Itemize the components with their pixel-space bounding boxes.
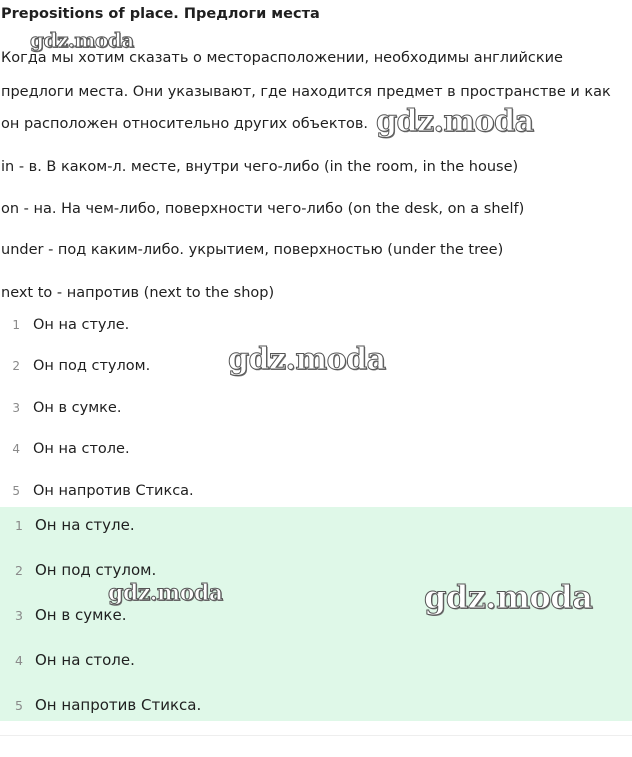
answer-number: 5 <box>15 697 23 713</box>
rule-in: in - в. В каком-л. месте, внутри чего-либо (in the room, in the house) <box>1 159 519 175</box>
answer-item <box>0 692 201 718</box>
list-number: 2 <box>12 359 20 373</box>
list-item <box>0 313 129 337</box>
rule-next-to: next to - напротив (next to the shop) <box>1 285 275 301</box>
rule-on: on - на. На чем-либо, поверхности чего-либо (on the desk, on a shelf) <box>1 201 525 217</box>
list-number: 5 <box>12 484 20 498</box>
answer-text: Он в сумке. <box>35 606 127 624</box>
answer-number: 2 <box>15 562 23 578</box>
watermark: gdz.moda <box>30 28 134 52</box>
answer-number: 4 <box>15 652 23 668</box>
intro-line-2: предлоги места. Они указывают, где находится предмет в пространстве и как <box>1 84 611 100</box>
list-item <box>0 354 150 378</box>
answer-item <box>0 512 135 538</box>
list-text: Он напротив Стикса. <box>33 483 194 499</box>
list-item <box>0 396 121 420</box>
list-item <box>0 479 194 503</box>
answer-text: Он на стуле. <box>35 516 135 534</box>
answer-text: Он под стулом. <box>35 561 157 579</box>
list-text: Он на стуле. <box>33 317 130 333</box>
divider <box>0 735 632 736</box>
answer-text: Он на столе. <box>35 651 135 669</box>
watermark: gdz.moda <box>424 578 593 616</box>
watermark: gdz.moda <box>108 580 223 606</box>
list-text: Он на столе. <box>33 441 130 457</box>
answer-item <box>0 647 135 673</box>
watermark: gdz.moda <box>376 104 534 139</box>
list-number: 3 <box>12 401 20 415</box>
answer-number: 3 <box>15 607 23 623</box>
rule-under: under - под каким-либо. укрытием, поверхностью (under the tree) <box>1 242 504 258</box>
intro-line-1: Когда мы хотим сказать о месторасположении, необходимы английские <box>1 50 563 66</box>
list-number: 1 <box>12 318 20 332</box>
answer-text: Он напротив Стикса. <box>35 696 202 714</box>
list-item <box>0 437 130 461</box>
answer-number: 1 <box>15 517 23 533</box>
page-title: Prepositions of place. Предлоги места <box>1 6 320 22</box>
list-number: 4 <box>12 442 20 456</box>
list-text: Он под стулом. <box>33 358 151 374</box>
intro-line-3: он расположен относительно других объектов. <box>1 116 369 132</box>
watermark: gdz.moda <box>228 342 386 377</box>
list-text: Он в сумке. <box>33 400 122 416</box>
